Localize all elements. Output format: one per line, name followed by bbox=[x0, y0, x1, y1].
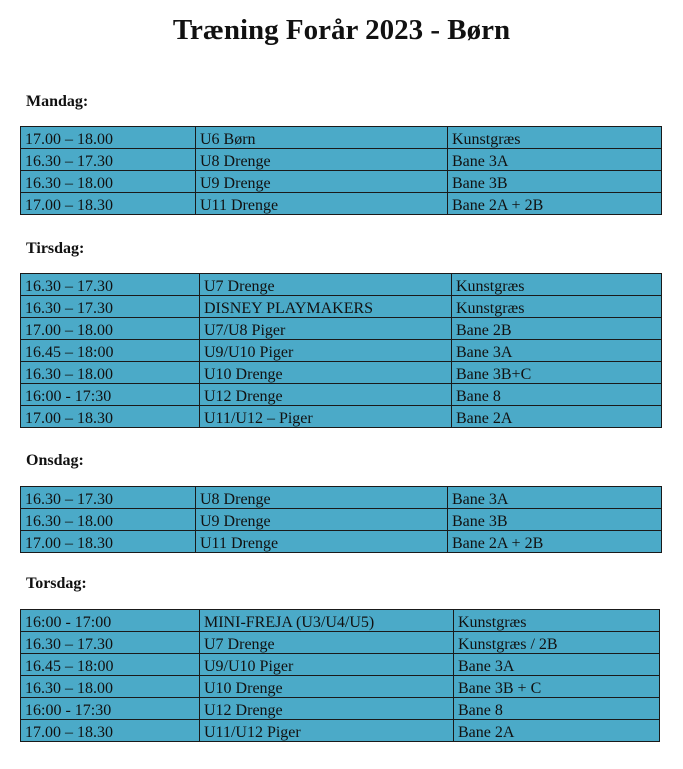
field-cell: Kunstgræs bbox=[452, 296, 662, 318]
day-heading-torsdag: Torsdag: bbox=[26, 575, 87, 592]
team-cell: DISNEY PLAYMAKERS bbox=[200, 296, 452, 318]
team-cell: U7/U8 Piger bbox=[200, 318, 452, 340]
field-cell: Bane 2A bbox=[454, 720, 660, 742]
team-cell: U9/U10 Piger bbox=[200, 654, 454, 676]
page-title: Træning Forår 2023 - Børn bbox=[172, 14, 511, 46]
time-cell: 16.30 – 17.30 bbox=[21, 274, 200, 296]
field-cell: Kunstgræs bbox=[448, 127, 662, 149]
table-row bbox=[21, 296, 662, 318]
table-row bbox=[21, 149, 662, 171]
table-row bbox=[21, 406, 662, 428]
team-cell: U10 Drenge bbox=[200, 362, 452, 384]
table-row bbox=[21, 698, 660, 720]
team-cell: U8 Drenge bbox=[196, 149, 448, 171]
field-cell: Bane 3B bbox=[448, 171, 662, 193]
day-heading-mandag: Mandag: bbox=[26, 93, 89, 110]
team-cell: U11 Drenge bbox=[196, 193, 448, 215]
team-cell: U6 Børn bbox=[196, 127, 448, 149]
time-cell: 16.30 – 17.30 bbox=[21, 487, 196, 509]
team-cell: U9 Drenge bbox=[196, 509, 448, 531]
day-heading-onsdag: Onsdag: bbox=[26, 452, 84, 469]
time-cell: 17.00 – 18.30 bbox=[21, 531, 196, 553]
field-cell: Bane 3A bbox=[454, 654, 660, 676]
table-row bbox=[21, 171, 662, 193]
field-cell: Bane 2A bbox=[452, 406, 662, 428]
field-cell: Kunstgræs bbox=[454, 610, 660, 632]
field-cell: Bane 3A bbox=[452, 340, 662, 362]
time-cell: 16:00 - 17:30 bbox=[21, 384, 200, 406]
team-cell: U7 Drenge bbox=[200, 632, 454, 654]
field-cell: Bane 3B + C bbox=[454, 676, 660, 698]
team-cell: U8 Drenge bbox=[196, 487, 448, 509]
time-cell: 17.00 – 18.30 bbox=[21, 720, 200, 742]
time-cell: 17.00 – 18.30 bbox=[21, 193, 196, 215]
time-cell: 16:00 - 17:30 bbox=[21, 698, 200, 720]
field-cell: Bane 8 bbox=[454, 698, 660, 720]
field-cell: Bane 2B bbox=[452, 318, 662, 340]
field-cell: Bane 3A bbox=[448, 149, 662, 171]
field-cell: Bane 2A + 2B bbox=[448, 193, 662, 215]
field-cell: Bane 3B+C bbox=[452, 362, 662, 384]
time-cell: 16.30 – 17.30 bbox=[21, 296, 200, 318]
table-row bbox=[21, 274, 662, 296]
time-cell: 16.30 – 17.30 bbox=[21, 632, 200, 654]
field-cell: Bane 2A + 2B bbox=[448, 531, 662, 553]
table-row bbox=[21, 340, 662, 362]
time-cell: 16.30 – 17.30 bbox=[21, 149, 196, 171]
time-cell: 16.30 – 18.00 bbox=[21, 362, 200, 384]
team-cell: U12 Drenge bbox=[200, 698, 454, 720]
field-cell: Bane 3B bbox=[448, 509, 662, 531]
time-cell: 16.45 – 18:00 bbox=[21, 654, 200, 676]
table-row bbox=[21, 509, 662, 531]
field-cell: Bane 8 bbox=[452, 384, 662, 406]
table-row bbox=[21, 362, 662, 384]
team-cell: U11/U12 Piger bbox=[200, 720, 454, 742]
table-row bbox=[21, 318, 662, 340]
team-cell: U11 Drenge bbox=[196, 531, 448, 553]
team-cell: U10 Drenge bbox=[200, 676, 454, 698]
table-row bbox=[21, 487, 662, 509]
time-cell: 16.45 – 18:00 bbox=[21, 340, 200, 362]
team-cell: MINI-FREJA (U3/U4/U5) bbox=[200, 610, 454, 632]
schedule-table-mandag bbox=[20, 126, 662, 215]
time-cell: 16.30 – 18.00 bbox=[21, 676, 200, 698]
table-row bbox=[21, 654, 660, 676]
table-row bbox=[21, 384, 662, 406]
schedule-table-onsdag bbox=[20, 486, 662, 553]
table-row bbox=[21, 193, 662, 215]
table-row bbox=[21, 632, 660, 654]
schedule-table-torsdag bbox=[20, 609, 660, 742]
table-row bbox=[21, 676, 660, 698]
table-row bbox=[21, 531, 662, 553]
team-cell: U7 Drenge bbox=[200, 274, 452, 296]
team-cell: U11/U12 – Piger bbox=[200, 406, 452, 428]
time-cell: 17.00 – 18.00 bbox=[21, 318, 200, 340]
time-cell: 17.00 – 18.00 bbox=[21, 127, 196, 149]
team-cell: U12 Drenge bbox=[200, 384, 452, 406]
field-cell: Bane 3A bbox=[448, 487, 662, 509]
team-cell: U9 Drenge bbox=[196, 171, 448, 193]
table-row bbox=[21, 127, 662, 149]
time-cell: 17.00 – 18.30 bbox=[21, 406, 200, 428]
team-cell: U9/U10 Piger bbox=[200, 340, 452, 362]
day-heading-tirsdag: Tirsdag: bbox=[26, 240, 85, 257]
table-row bbox=[21, 720, 660, 742]
time-cell: 16.30 – 18.00 bbox=[21, 509, 196, 531]
time-cell: 16.30 – 18.00 bbox=[21, 171, 196, 193]
field-cell: Kunstgræs bbox=[452, 274, 662, 296]
field-cell: Kunstgræs / 2B bbox=[454, 632, 660, 654]
schedule-table-tirsdag bbox=[20, 273, 662, 428]
table-row bbox=[21, 610, 660, 632]
time-cell: 16:00 - 17:00 bbox=[21, 610, 200, 632]
